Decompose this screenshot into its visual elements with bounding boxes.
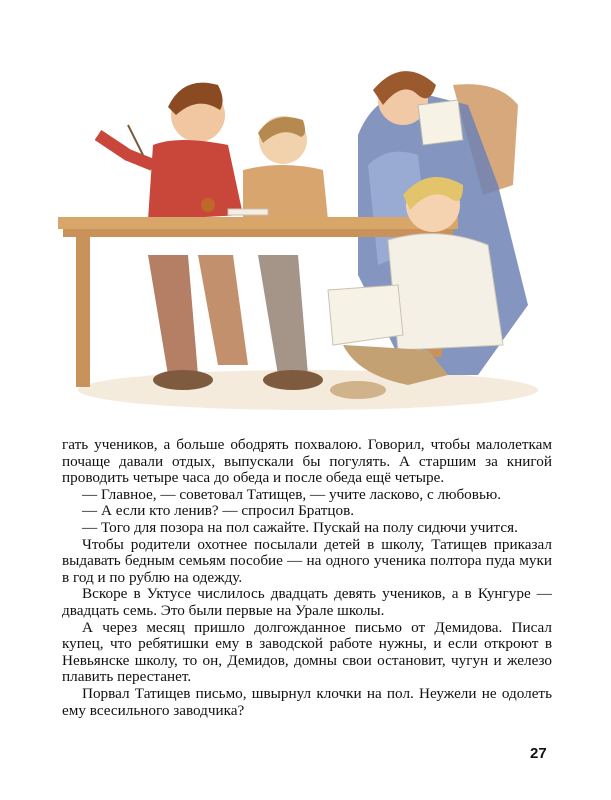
paragraph: — А если кто ленив? — спросил Братцов. [82, 502, 355, 520]
children-at-table-illustration [58, 45, 563, 425]
illustration-svg [58, 45, 563, 425]
paragraph: Порвал Татищев письмо, швырнул клочки на пол. Неужели не одолеть ему всесильного заводчика? [62, 684, 552, 719]
paragraph: — Главное, — советовал Татищев, — учите ласково, с любовью. [82, 485, 502, 503]
paragraph: — Того для позора на пол сажайте. Пускай на полу сидючи учится. [82, 518, 518, 536]
paragraph: Вскоре в Уктусе числилось двадцать девять учеников, а в Кунгуре — двадцать семь. Это были первые на Урале школы. [62, 585, 552, 619]
paragraph: А через месяц пришло долгожданное письмо от Демидова. Писал купец, что ребятишки ему в заводской работе нужны, и если откроют в Невьянске школу, то он, Демидов, домны свои остановит, чугун и железо плавить перестанет. [62, 618, 552, 686]
body-text [62, 437, 552, 719]
page-number: 27 [530, 745, 547, 762]
paragraph: Чтобы родители охотнее посылали детей в школу, Татищев приказал выдавать бедным семьям пособие — на одного ученика полтора пуда муки в год и по рублю на одежду. [62, 535, 552, 586]
paragraph: гать учеников, а больше ободрять похвалою. Говорил, чтобы малолеткам почаще давали отдых, выпускали бы погулять. А старшим за книгой проводить четыре часа до обеда и после обеда ещё четыре. [62, 436, 552, 487]
